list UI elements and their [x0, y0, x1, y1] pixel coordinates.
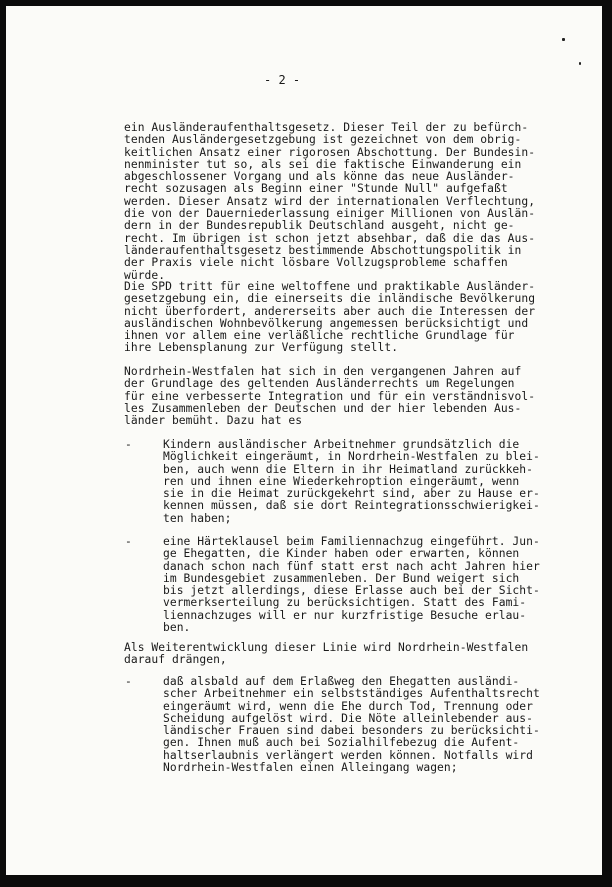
- text-line: Scheidung aufgelöst wird. Die Nöte alleinlebender aus-: [163, 711, 533, 725]
- text-line: recht. Im übrigen ist schon jetzt absehbar, daß die das Aus-: [124, 231, 536, 245]
- text-line: ren und ihnen eine Wiederkehroption eingeräumt, wenn: [163, 474, 520, 488]
- text-line: ausländischen Wohnbevölkerung angemessen berücksichtigt und: [124, 316, 529, 330]
- paragraph-3: [124, 366, 584, 427]
- text-line: ihnen vor allem eine verläßliche rechtliche Grundlage für: [124, 329, 515, 343]
- text-line: liennachzuges will er nur kurzfristige Besuche erlau-: [163, 608, 527, 622]
- text-line: Kindern ausländischer Arbeitnehmer grundsätzlich die: [163, 438, 520, 451]
- bullet-item-1: [163, 439, 583, 525]
- text-line: ein Ausländeraufenthaltsgesetz. Dieser Teil der zu befürch-: [124, 121, 529, 134]
- text-line: darauf drängen,: [124, 653, 227, 667]
- text-line: Möglichkeit eingeräumt, in Nordrhein-Westfalen zu blei-: [163, 450, 540, 464]
- text-line: sie in die Heimat zurückgekehrt sind, aber zu Hause er-: [163, 487, 540, 501]
- text-line: kennen müssen, daß sie dort Reintegrationsschwierigkei-: [163, 499, 540, 513]
- text-line: gesetzgebung ein, die einerseits die inländische Bevölkerung: [124, 292, 536, 306]
- text-line: recht sozusagen als Beginn einer "Stunde Null" aufgefaßt: [124, 182, 508, 196]
- text-line: der Praxis viele nicht lösbare Vollzugsprobleme schaffen: [124, 256, 508, 270]
- text-line: der Grundlage des geltenden Ausländerrechts um Regelungen: [124, 377, 515, 391]
- bullet-item-2: [163, 536, 583, 634]
- bullet-item-3: [163, 676, 583, 774]
- text-line: Nordrhein-Westfalen einen Alleingang wagen;: [163, 761, 458, 775]
- scan-speck: [579, 62, 581, 65]
- text-line: ihre Lebensplanung zur Verfügung stellt.: [124, 341, 399, 355]
- text-line: die von der Dauerniederlassung einiger Millionen von Auslän-: [124, 207, 536, 221]
- text-line: nicht überfordert, andererseits aber auch die Interessen der: [124, 304, 536, 318]
- text-line: ten haben;: [163, 511, 232, 525]
- text-line: bis jetzt allerdings, diese Erlasse auch bei der Sicht-: [163, 584, 540, 598]
- text-line: ben, auch wenn die Eltern in ihr Heimatland zurückkeh-: [163, 462, 533, 476]
- text-line: werden. Dieser Ansatz wird der internationalen Verflechtung,: [124, 194, 536, 208]
- text-line: keitlichen Ansatz einer rigorosen Abschottung. Der Bundesin-: [124, 145, 536, 159]
- bullet-dash: -: [125, 438, 132, 451]
- text-line: eingeräumt wird, wenn die Ehe durch Tod, Trennung oder: [163, 699, 533, 713]
- paragraph-1: [124, 122, 584, 282]
- text-line: länder bemüht. Dazu hat es: [124, 414, 303, 428]
- text-line: scher Arbeitnehmer ein selbstständiges Aufenthaltsrecht: [163, 687, 540, 701]
- text-line: für eine verbesserte Integration und für ein verständnisvol-: [124, 389, 536, 403]
- text-line: würde.: [124, 268, 166, 282]
- text-line: daß alsbald auf dem Erlaßweg den Ehegatten ausländi-: [163, 675, 520, 688]
- text-line: gen. Ihnen muß auch bei Sozialhilfebezug die Aufent-: [163, 736, 520, 750]
- text-line: nenminister tut so, als sei die faktische Einwanderung ein: [124, 157, 522, 171]
- paragraph-2: [124, 281, 584, 355]
- text-line: ben.: [163, 621, 191, 635]
- text-line: vermerkserteilung zu berücksichtigen. Statt des Fami-: [163, 596, 527, 610]
- bullet-dash: -: [125, 675, 132, 688]
- bullet-dash: -: [125, 535, 132, 548]
- page-number: - 2 -: [264, 73, 301, 87]
- text-line: Die SPD tritt für eine weltoffene und praktikable Ausländer-: [124, 280, 536, 293]
- scan-speck: [562, 38, 565, 41]
- paragraph-4: [124, 642, 584, 667]
- text-line: abgeschlossener Vorgang und als könne das neue Ausländer-: [124, 170, 515, 184]
- text-line: eine Härteklausel beim Familiennachzug eingeführt. Jun-: [163, 535, 540, 548]
- text-line: danach schon nach fünf statt erst nach acht Jahren hier: [163, 559, 540, 573]
- text-line: länderaufenthaltsgesetz bestimmende Abschottungspolitik in: [124, 243, 522, 257]
- text-line: les Zusammenleben der Deutschen und der hier lebenden Aus-: [124, 401, 522, 415]
- text-line: ländischer Frauen sind dabei besonders zu berücksichti-: [163, 724, 540, 738]
- text-line: ge Ehegatten, die Kinder haben oder erwarten, können: [163, 547, 520, 561]
- text-line: haltserlaubnis verlängert werden können. Notfalls wird: [163, 748, 533, 762]
- text-line: Als Weiterentwicklung dieser Linie wird Nordrhein-Westfalen: [124, 641, 529, 654]
- document-page: [6, 6, 602, 875]
- text-line: tenden Ausländergesetzgebung ist gezeichnet von dem obrig-: [124, 133, 522, 147]
- text-line: Nordrhein-Westfalen hat sich in den vergangenen Jahren auf: [124, 365, 522, 378]
- text-line: dern in der Bundesrepublik Deutschland ausgeht, nicht ge-: [124, 219, 515, 233]
- text-line: im Bundesgebiet zusammenleben. Der Bund weigert sich: [163, 571, 520, 585]
